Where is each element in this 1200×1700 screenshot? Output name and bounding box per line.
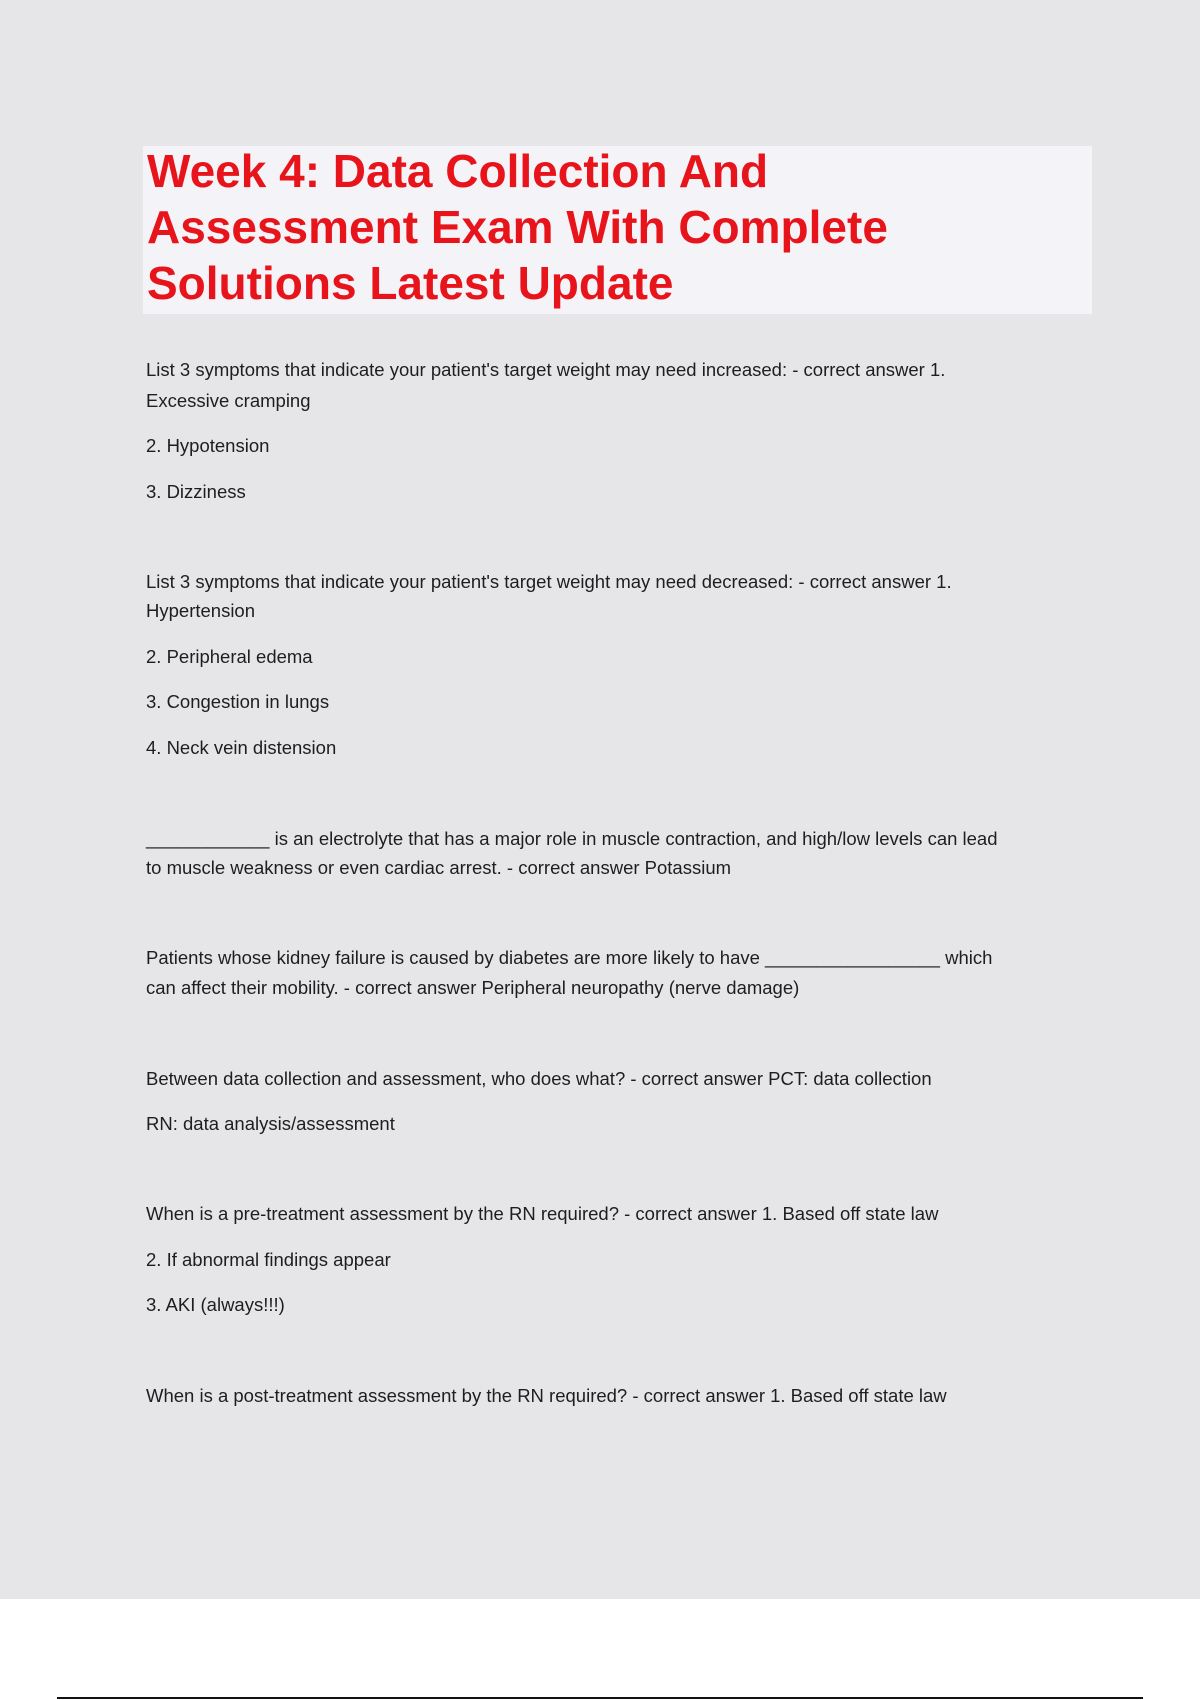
title-line: Assessment Exam With Complete bbox=[147, 201, 888, 253]
title-line: Week 4: Data Collection And bbox=[147, 145, 769, 197]
question-text: List 3 symptoms that indicate your patient's target weight may need increased: - correct answer 1. bbox=[146, 359, 946, 380]
question-text: ____________ is an electrolyte that has a major role in muscle contraction, and high/low levels can lead bbox=[146, 828, 998, 849]
answer-item: 2. Peripheral edema bbox=[146, 646, 313, 667]
answer-item: 3. AKI (always!!!) bbox=[146, 1294, 285, 1315]
question-text: Between data collection and assessment, who does what? - correct answer PCT: data collection bbox=[146, 1068, 932, 1089]
answer-item: 3. Dizziness bbox=[146, 481, 246, 502]
document-title bbox=[147, 143, 1087, 311]
answer-item: 2. If abnormal findings appear bbox=[146, 1249, 391, 1270]
answer-text: can affect their mobility. - correct answer Peripheral neuropathy (nerve damage) bbox=[146, 977, 800, 998]
answer-item: 4. Neck vein distension bbox=[146, 737, 337, 758]
answer-text: to muscle weakness or even cardiac arrest. - correct answer Potassium bbox=[146, 857, 732, 878]
answer-item: 2. Hypotension bbox=[146, 435, 270, 456]
title-line: Solutions Latest Update bbox=[147, 257, 674, 309]
answer-text: Excessive cramping bbox=[146, 390, 311, 411]
answer-text: Hypertension bbox=[146, 600, 256, 621]
footer-divider bbox=[57, 1697, 1143, 1699]
question-text: When is a pre-treatment assessment by the RN required? - correct answer 1. Based off state law bbox=[146, 1203, 939, 1224]
question-text: When is a post-treatment assessment by the RN required? - correct answer 1. Based off state law bbox=[146, 1385, 947, 1406]
answer-item: 3. Congestion in lungs bbox=[146, 691, 330, 712]
question-text: Patients whose kidney failure is caused by diabetes are more likely to have _________________ which bbox=[146, 947, 993, 968]
answer-item: RN: data analysis/assessment bbox=[146, 1113, 395, 1134]
question-text: List 3 symptoms that indicate your patient's target weight may need decreased: - correct answer 1. bbox=[146, 571, 952, 592]
